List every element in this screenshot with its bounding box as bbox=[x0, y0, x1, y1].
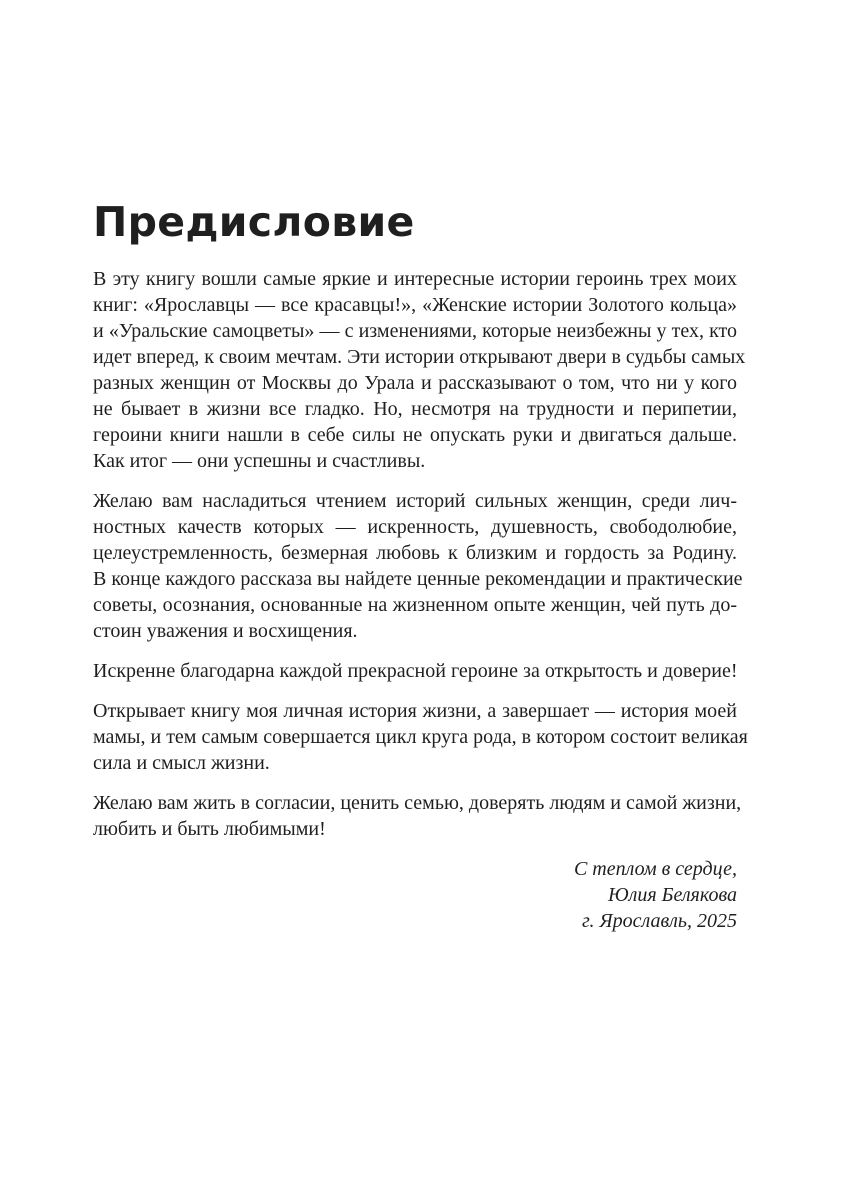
text-line: целеустремленность, безмерная любовь к близким и гордость за Родину. bbox=[93, 542, 737, 564]
text-line: любить и быть любимыми! bbox=[93, 818, 326, 840]
signature-block bbox=[93, 856, 737, 934]
text-line: Искренне благодарна каждой прекрасной героине за открытость и доверие! bbox=[93, 660, 738, 682]
text-line: В эту книгу вошли самые яркие и интересные истории героинь трех моих bbox=[93, 268, 737, 290]
signature-author: Юлия Белякова bbox=[608, 884, 737, 906]
signature-line: С теплом в сердце, bbox=[573, 858, 737, 880]
text-line: ностных качеств которых — искренность, душевность, свободолюбие, bbox=[93, 516, 737, 538]
text-line: В конце каждого рассказа вы найдете ценные рекомендации и практические bbox=[93, 568, 743, 590]
paragraph bbox=[93, 658, 737, 684]
text-line: стоин уважения и восхищения. bbox=[93, 620, 358, 642]
text-line: Как итог — они успешны и счастливы. bbox=[93, 450, 426, 472]
text-line: Желаю вам жить в согласии, ценить семью, доверять людям и самой жизни, bbox=[93, 792, 742, 814]
text-line: Открывает книгу моя личная история жизни, а завершает — история моей bbox=[93, 700, 737, 722]
page-title: Предисловие bbox=[93, 198, 415, 246]
text-line: книг: «Ярославцы — все красавцы!», «Женские истории Золотого кольца» bbox=[93, 294, 737, 316]
text-line: сила и смысл жизни. bbox=[93, 752, 270, 774]
paragraph bbox=[93, 790, 742, 842]
text-line: и «Уральские самоцветы» — с изменениями, которые неизбежны у тех, кто bbox=[93, 320, 737, 342]
signature-place-date: г. Ярославль, 2025 bbox=[581, 910, 737, 932]
paragraph bbox=[93, 488, 743, 644]
text-line: советы, осознания, основанные на жизненном опыте женщин, чей путь до- bbox=[93, 594, 737, 616]
text-line: Желаю вам насладиться чтением историй сильных женщин, среди лич- bbox=[93, 490, 737, 512]
paragraph bbox=[93, 698, 748, 776]
text-line: героини книги нашли в себе силы не опускать руки и двигаться дальше. bbox=[93, 424, 737, 446]
text-line: идет вперед, к своим мечтам. Эти истории открывают двери в судьбы самых bbox=[93, 346, 746, 368]
text-line: мамы, и тем самым совершается цикл круга рода, в котором состоит великая bbox=[93, 726, 748, 748]
paragraph bbox=[93, 266, 746, 474]
text-line: не бывает в жизни все гладко. Но, несмотря на трудности и перипетии, bbox=[93, 398, 737, 420]
preface-text bbox=[93, 266, 748, 934]
text-line: разных женщин от Москвы до Урала и рассказывают о том, что ни у кого bbox=[93, 372, 737, 394]
